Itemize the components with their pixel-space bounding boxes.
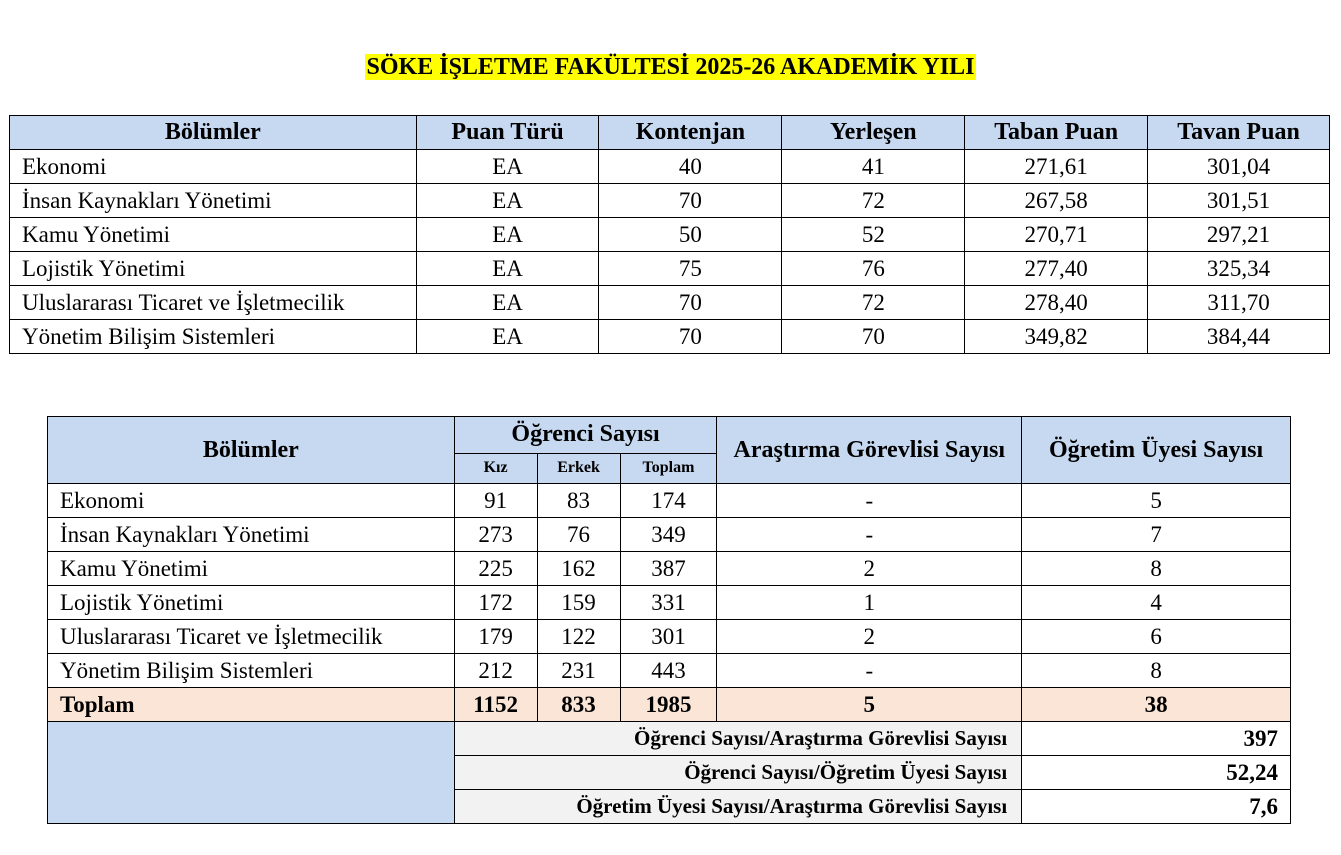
page-title-text: SÖKE İŞLETME FAKÜLTESİ 2025-26 AKADEMİK YILI xyxy=(366,54,975,80)
placed: 76 xyxy=(782,252,965,286)
department-name: Uluslararası Ticaret ve İşletmecilik xyxy=(10,286,417,320)
header-departments: Bölümler xyxy=(48,417,455,484)
total-male: 833 xyxy=(537,688,620,722)
department-name: Ekonomi xyxy=(48,484,455,518)
ratio-value: 52,24 xyxy=(1022,756,1291,790)
student-total: 174 xyxy=(620,484,717,518)
admissions-header-row xyxy=(10,116,1330,150)
ratio-value: 7,6 xyxy=(1022,790,1291,824)
male-count: 76 xyxy=(537,518,620,552)
quota: 70 xyxy=(599,320,782,354)
table-row xyxy=(48,518,1291,552)
department-name: Kamu Yönetimi xyxy=(10,218,417,252)
score-type: EA xyxy=(416,252,599,286)
quota: 70 xyxy=(599,184,782,218)
max-score: 325,34 xyxy=(1148,252,1330,286)
table-row xyxy=(10,184,1330,218)
total-row xyxy=(48,688,1291,722)
header-student-count: Öğrenci Sayısı xyxy=(454,417,717,454)
min-score: 277,40 xyxy=(965,252,1148,286)
header-score-type: Puan Türü xyxy=(416,116,599,150)
quota: 75 xyxy=(599,252,782,286)
department-name: Yönetim Bilişim Sistemleri xyxy=(10,320,417,354)
staff-student-table xyxy=(47,416,1291,824)
department-name: Lojistik Yönetimi xyxy=(10,252,417,286)
placed: 72 xyxy=(782,286,965,320)
faculty-count: 8 xyxy=(1022,654,1291,688)
table-row xyxy=(48,654,1291,688)
research-assistant-count: 2 xyxy=(717,552,1022,586)
faculty-count: 6 xyxy=(1022,620,1291,654)
female-count: 273 xyxy=(454,518,537,552)
table-row xyxy=(10,286,1330,320)
table-row xyxy=(10,218,1330,252)
department-name: Kamu Yönetimi xyxy=(48,552,455,586)
total-label: Toplam xyxy=(48,688,455,722)
quota: 50 xyxy=(599,218,782,252)
department-name: Yönetim Bilişim Sistemleri xyxy=(48,654,455,688)
faculty-count: 5 xyxy=(1022,484,1291,518)
max-score: 301,04 xyxy=(1148,150,1330,184)
female-count: 225 xyxy=(454,552,537,586)
female-count: 172 xyxy=(454,586,537,620)
female-count: 212 xyxy=(454,654,537,688)
faculty-count: 8 xyxy=(1022,552,1291,586)
header-min-score: Taban Puan xyxy=(965,116,1148,150)
min-score: 270,71 xyxy=(965,218,1148,252)
table-row xyxy=(48,586,1291,620)
table-row xyxy=(48,620,1291,654)
score-type: EA xyxy=(416,150,599,184)
student-total: 443 xyxy=(620,654,717,688)
male-count: 83 xyxy=(537,484,620,518)
faculty-count: 7 xyxy=(1022,518,1291,552)
header-placed: Yerleşen xyxy=(782,116,965,150)
department-name: Ekonomi xyxy=(10,150,417,184)
ratio-value: 397 xyxy=(1022,722,1291,756)
header-male: Erkek xyxy=(537,453,620,483)
ratio-row xyxy=(48,722,1291,756)
min-score: 349,82 xyxy=(965,320,1148,354)
student-total: 349 xyxy=(620,518,717,552)
max-score: 297,21 xyxy=(1148,218,1330,252)
ratio-spacer xyxy=(48,722,455,824)
table-row xyxy=(48,484,1291,518)
header-quota: Kontenjan xyxy=(599,116,782,150)
research-assistant-count: 1 xyxy=(717,586,1022,620)
student-total: 331 xyxy=(620,586,717,620)
student-total: 301 xyxy=(620,620,717,654)
min-score: 271,61 xyxy=(965,150,1148,184)
min-score: 267,58 xyxy=(965,184,1148,218)
ratio-label: Öğretim Üyesi Sayısı/Araştırma Görevlisi Sayısı xyxy=(454,790,1022,824)
score-type: EA xyxy=(416,184,599,218)
ratio-label: Öğrenci Sayısı/Araştırma Görevlisi Sayısı xyxy=(454,722,1022,756)
admissions-table xyxy=(9,115,1330,354)
research-assistant-count: - xyxy=(717,654,1022,688)
placed: 70 xyxy=(782,320,965,354)
header-female: Kız xyxy=(454,453,537,483)
table-row xyxy=(10,320,1330,354)
table-row xyxy=(10,150,1330,184)
table-row xyxy=(10,252,1330,286)
placed: 41 xyxy=(782,150,965,184)
header-faculty: Öğretim Üyesi Sayısı xyxy=(1022,417,1291,484)
score-type: EA xyxy=(416,218,599,252)
max-score: 384,44 xyxy=(1148,320,1330,354)
placed: 52 xyxy=(782,218,965,252)
research-assistant-count: 2 xyxy=(717,620,1022,654)
score-type: EA xyxy=(416,320,599,354)
header-max-score: Tavan Puan xyxy=(1148,116,1330,150)
total-female: 1152 xyxy=(454,688,537,722)
student-total: 387 xyxy=(620,552,717,586)
table-row xyxy=(48,552,1291,586)
header-research-assistants: Araştırma Görevlisi Sayısı xyxy=(717,417,1022,484)
faculty-count: 4 xyxy=(1022,586,1291,620)
total-research-assistants: 5 xyxy=(717,688,1022,722)
quota: 40 xyxy=(599,150,782,184)
male-count: 162 xyxy=(537,552,620,586)
page-title xyxy=(0,52,1341,82)
female-count: 179 xyxy=(454,620,537,654)
male-count: 122 xyxy=(537,620,620,654)
max-score: 301,51 xyxy=(1148,184,1330,218)
total-students: 1985 xyxy=(620,688,717,722)
male-count: 159 xyxy=(537,586,620,620)
ratio-label: Öğrenci Sayısı/Öğretim Üyesi Sayısı xyxy=(454,756,1022,790)
header-departments: Bölümler xyxy=(10,116,417,150)
male-count: 231 xyxy=(537,654,620,688)
placed: 72 xyxy=(782,184,965,218)
quota: 70 xyxy=(599,286,782,320)
research-assistant-count: - xyxy=(717,518,1022,552)
max-score: 311,70 xyxy=(1148,286,1330,320)
department-name: İnsan Kaynakları Yönetimi xyxy=(10,184,417,218)
department-name: Lojistik Yönetimi xyxy=(48,586,455,620)
min-score: 278,40 xyxy=(965,286,1148,320)
total-faculty: 38 xyxy=(1022,688,1291,722)
female-count: 91 xyxy=(454,484,537,518)
department-name: Uluslararası Ticaret ve İşletmecilik xyxy=(48,620,455,654)
score-type: EA xyxy=(416,286,599,320)
staff-header-row xyxy=(48,417,1291,454)
header-total: Toplam xyxy=(620,453,717,483)
department-name: İnsan Kaynakları Yönetimi xyxy=(48,518,455,552)
research-assistant-count: - xyxy=(717,484,1022,518)
